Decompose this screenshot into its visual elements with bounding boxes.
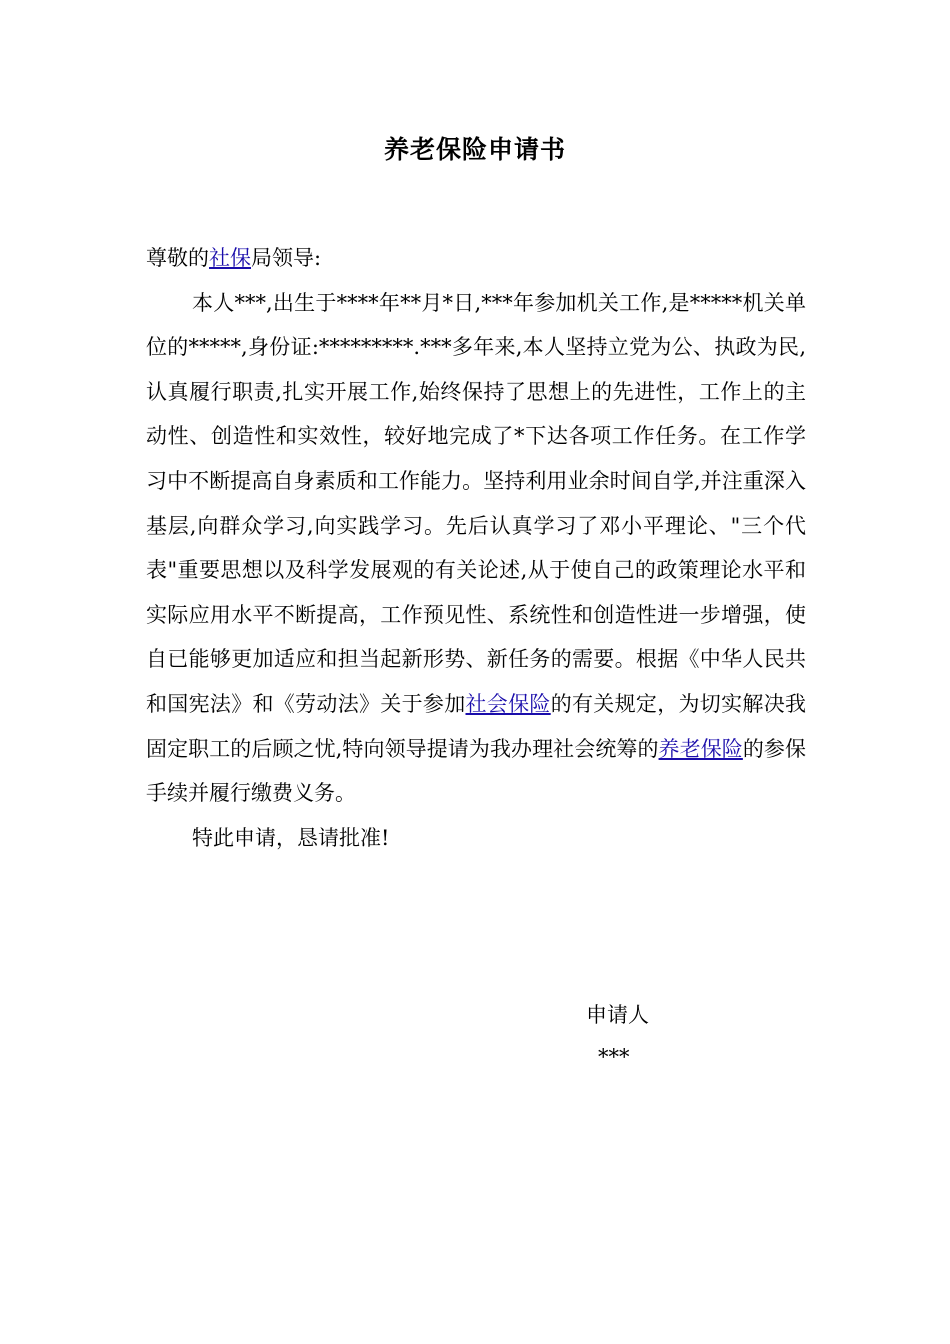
body-text-part3: 的参保手续并履行缴费义务。 — [146, 736, 807, 806]
salutation-suffix: 局领导: — [251, 246, 322, 270]
social-insurance-link[interactable]: 社会保险 — [465, 691, 551, 716]
signature-block — [586, 994, 649, 1078]
salutation-prefix: 尊敬的 — [146, 246, 209, 270]
body-text-part1: 本人***,出生于****年**月*日,***年参加机关工作,是*****机关单位的*****,身份证:*********.***多年来,本人坚持立党为公、执政为民,认真履行职责,扎实开展工作,始终保持了思想上的先进性，工作上的主动性、创造性和实效性，较好地完成了*下达各项工作任务。在工作学习中不断提高自身素质和工作能力。坚持利用业余时间自学,并注重深入基层,向群众学习,向实践学习。先后认真学习了邓小平理论、"三个代表"重要思想以及科学发展观的有关论述,从于使自己的政策理论水平和实际应用水平不断提高，工作预见性、系统性和创造性进一步增强，使自已能够更加适应和担当起新形势、新任务的需要。根据《中华人民共和国宪法》和《劳动法》关于参加 — [146, 290, 806, 716]
document-title: 养老保险申请书 — [383, 135, 566, 164]
document-body — [146, 236, 806, 860]
salutation — [146, 236, 806, 281]
pension-insurance-link[interactable]: 养老保险 — [658, 736, 743, 761]
signature-name: *** — [598, 1045, 630, 1069]
signature-label: 申请人 — [586, 1003, 649, 1027]
body-text-part2: 的有关规定，为切实解决我固定职工的后顾之忧,特向领导提请为我办理社会统筹的 — [146, 691, 807, 761]
social-security-link[interactable]: 社保 — [209, 246, 251, 270]
closing-line: 特此申请，恳请批准! — [192, 825, 390, 850]
main-paragraph — [146, 281, 806, 816]
